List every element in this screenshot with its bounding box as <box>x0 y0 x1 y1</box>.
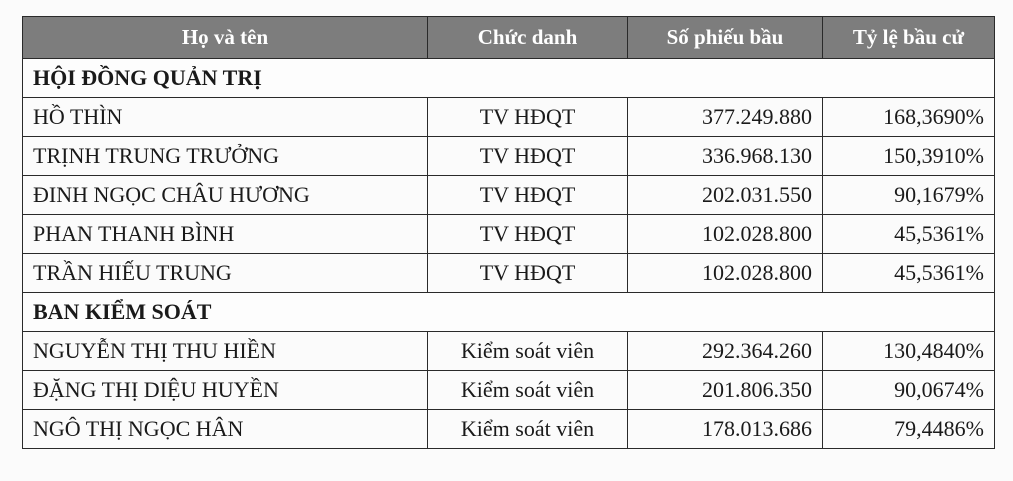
cell-votes: 102.028.800 <box>628 254 823 293</box>
cell-name: NGUYỄN THỊ THU HIỀN <box>23 332 428 371</box>
cell-role: TV HĐQT <box>428 215 628 254</box>
cell-ratio: 90,1679% <box>823 176 995 215</box>
cell-votes: 102.028.800 <box>628 215 823 254</box>
cell-votes: 178.013.686 <box>628 410 823 449</box>
cell-role: Kiểm soát viên <box>428 410 628 449</box>
table-row <box>23 410 995 449</box>
cell-role: TV HĐQT <box>428 254 628 293</box>
cell-votes: 336.968.130 <box>628 137 823 176</box>
header-position: Chức danh <box>428 17 628 59</box>
cell-name: TRẦN HIẾU TRUNG <box>23 254 428 293</box>
cell-name: ĐINH NGỌC CHÂU HƯƠNG <box>23 176 428 215</box>
cell-ratio: 45,5361% <box>823 254 995 293</box>
cell-name: NGÔ THỊ NGỌC HÂN <box>23 410 428 449</box>
table-row <box>23 371 995 410</box>
cell-votes: 377.249.880 <box>628 98 823 137</box>
cell-votes: 202.031.550 <box>628 176 823 215</box>
table-row <box>23 137 995 176</box>
section-row-supervisory <box>23 293 995 332</box>
cell-role: Kiểm soát viên <box>428 371 628 410</box>
cell-role: Kiểm soát viên <box>428 332 628 371</box>
cell-ratio: 79,4486% <box>823 410 995 449</box>
header-row <box>23 17 995 59</box>
cell-ratio: 168,3690% <box>823 98 995 137</box>
cell-role: TV HĐQT <box>428 98 628 137</box>
table-row <box>23 332 995 371</box>
cell-role: TV HĐQT <box>428 176 628 215</box>
cell-votes: 292.364.260 <box>628 332 823 371</box>
cell-votes: 201.806.350 <box>628 371 823 410</box>
header-vote-ratio: Tỷ lệ bầu cử <box>823 17 995 59</box>
cell-ratio: 130,4840% <box>823 332 995 371</box>
cell-name: PHAN THANH BÌNH <box>23 215 428 254</box>
table-row <box>23 215 995 254</box>
section-title: BAN KIỂM SOÁT <box>23 293 995 332</box>
header-vote-count: Số phiếu bầu <box>628 17 823 59</box>
cell-role: TV HĐQT <box>428 137 628 176</box>
election-results-table <box>22 16 995 449</box>
cell-name: HỒ THÌN <box>23 98 428 137</box>
cell-ratio: 150,3910% <box>823 137 995 176</box>
cell-ratio: 45,5361% <box>823 215 995 254</box>
table-row <box>23 98 995 137</box>
section-title: HỘI ĐỒNG QUẢN TRỊ <box>23 59 995 98</box>
cell-name: TRỊNH TRUNG TRƯỞNG <box>23 137 428 176</box>
table-row <box>23 254 995 293</box>
cell-ratio: 90,0674% <box>823 371 995 410</box>
table-row <box>23 176 995 215</box>
cell-name: ĐẶNG THỊ DIỆU HUYỀN <box>23 371 428 410</box>
section-row-board <box>23 59 995 98</box>
header-full-name: Họ và tên <box>23 17 428 59</box>
